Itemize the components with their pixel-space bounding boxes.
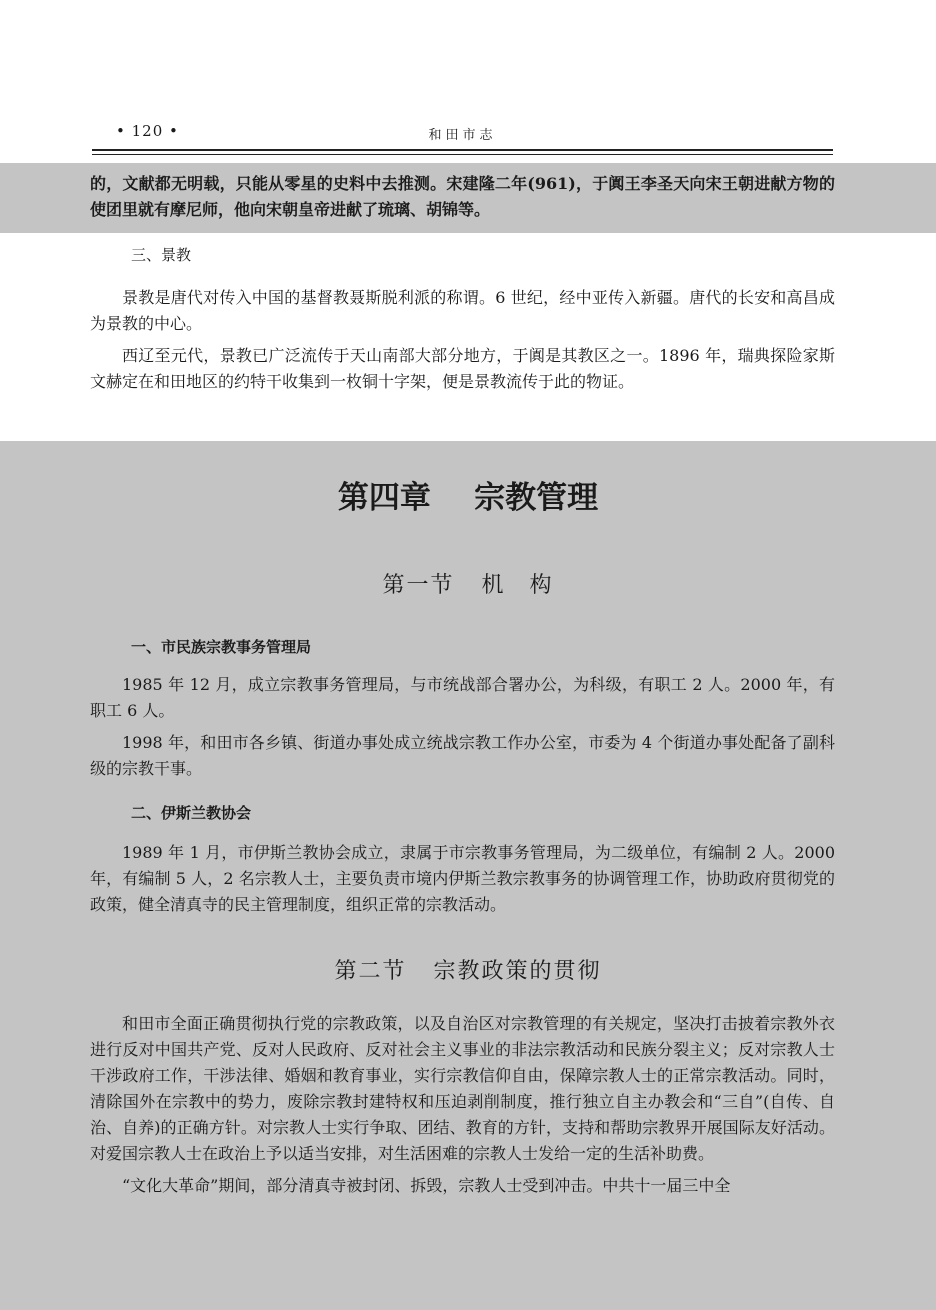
paragraph: 和田市全面正确贯彻执行党的宗教政策，以及自治区对宗教管理的有关规定，坚决打击披着宗教外衣进行反对中国共产党、反对人民政府、反对社会主义事业的非法宗教活动和民族分裂主义；反对宗教人士干涉政府工作，干涉法律、婚姻和教育事业，实行宗教信仰自由，保障宗教人士的正常宗教活动。同时，清除国外在宗教中的势力，废除宗教封建特权和压迫剥削制度，推行独立自主办教会和“三自”(自传、自治、自养)的正确方针。对宗教人士实行争取、团结、教育的方针，支持和帮助宗教界开展国际友好活动。对爱国宗教人士在政治上予以适当安排，对生活困难的宗教人士发给一定的生活补助费。 bbox=[90, 1014, 835, 1163]
paragraph: 西辽至元代，景教已广泛流传于天山南部大部分地方，于阗是其教区之一。1896 年，瑞典探险家斯文赫定在和田地区的约特干收集到一枚铜十字架，便是景教流传于此的物证。 bbox=[90, 346, 835, 391]
chapter-number: 第四章 bbox=[337, 480, 431, 516]
section1-name: 机 构 bbox=[481, 573, 554, 598]
section1-sub2-body bbox=[90, 840, 835, 918]
chapter-title bbox=[0, 472, 936, 517]
section2-title bbox=[0, 954, 936, 985]
section-jingjiao-heading: 三、景教 bbox=[131, 246, 192, 264]
section2-name: 宗教政策的贯彻 bbox=[433, 959, 602, 984]
page-number: • 120 • bbox=[116, 122, 179, 140]
running-title: 和田市志 bbox=[428, 128, 497, 143]
continued-text-block bbox=[90, 171, 835, 223]
section-jingjiao-body bbox=[90, 285, 835, 395]
continued-paragraph: 的，文献都无明载，只能从零星的史料中去推测。宋建隆二年(961)，于阗王李圣天向宋王朝进献方物的使团里就有摩尼师，他向宋朝皇帝进献了琉璃、胡锦等。 bbox=[90, 174, 835, 219]
paragraph: 1998 年，和田市各乡镇、街道办事处成立统战宗教工作办公室，市委为 4 个街道办事处配备了副科级的宗教干事。 bbox=[90, 733, 835, 778]
chapter-name: 宗教管理 bbox=[474, 480, 599, 516]
section1-number: 第一节 bbox=[382, 573, 455, 598]
paragraph: “文化大革命”期间，部分清真寺被封闭、拆毁，宗教人士受到冲击。中共十一届三中全 bbox=[122, 1176, 731, 1195]
section1-sub2-heading: 二、伊斯兰教协会 bbox=[131, 804, 252, 822]
paragraph: 1989 年 1 月，市伊斯兰教协会成立，隶属于市宗教事务管理局，为二级单位，有编制 2 人。2000 年，有编制 5 人，2 名宗教人士，主要负责市境内伊斯兰教宗教事务的协调管理工作，协助政府贯彻党的政策，健全清真寺的民主管理制度，组织正常的宗教活动。 bbox=[90, 843, 835, 914]
paragraph: 1985 年 12 月，成立宗教事务管理局，与市统战部合署办公，为科级，有职工 2 人。2000 年，有职工 6 人。 bbox=[90, 675, 835, 720]
section1-sub1-heading: 一、市民族宗教事务管理局 bbox=[131, 638, 312, 656]
paragraph: 景教是唐代对传入中国的基督教聂斯脱利派的称谓。6 世纪，经中亚传入新疆。唐代的长安和高昌成为景教的中心。 bbox=[90, 288, 835, 333]
section1-sub1-body bbox=[90, 672, 835, 782]
header-rule-thin bbox=[92, 154, 833, 155]
section1-title bbox=[0, 568, 936, 599]
header-rule-thick bbox=[92, 149, 833, 151]
section2-body bbox=[90, 1011, 835, 1199]
running-header bbox=[92, 122, 833, 146]
section2-number: 第二节 bbox=[334, 959, 407, 984]
